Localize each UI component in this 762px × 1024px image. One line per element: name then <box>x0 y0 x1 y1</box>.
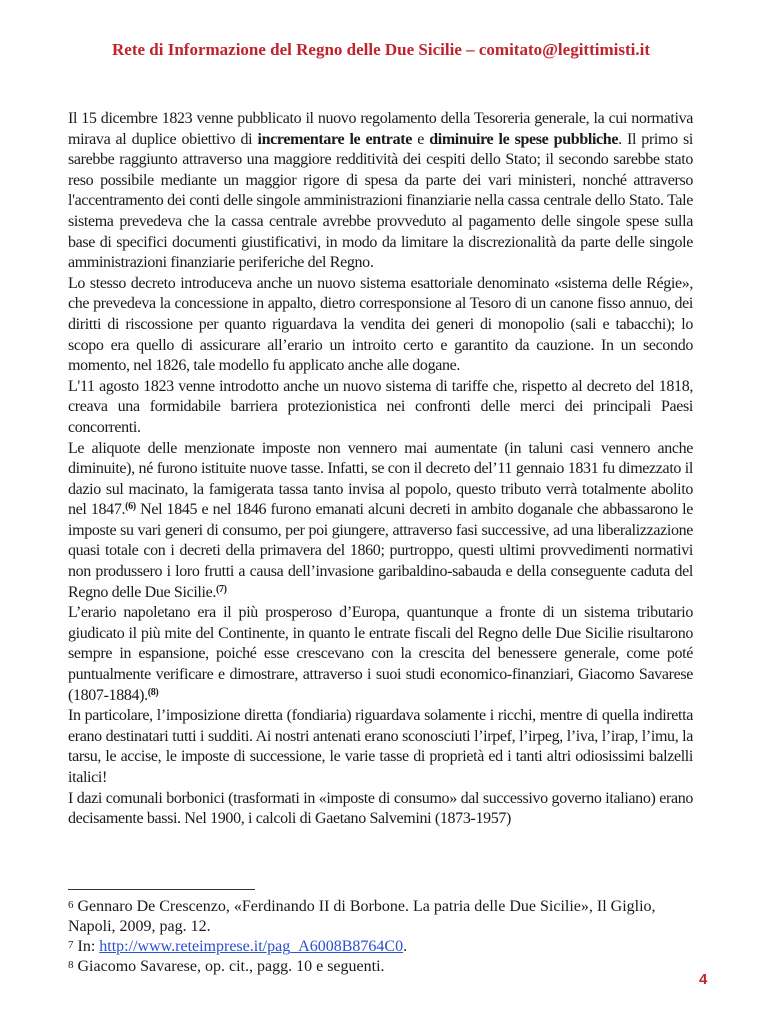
paragraph-7: I dazi comunali borbonici (trasformati in «imposte di consumo» dal successivo governo italiano) erano decisamente bassi. Nel 1900, i calcoli di Gaetano Salvemini (1873-1957) <box>68 789 693 828</box>
footnote-8-number: 8 <box>68 959 74 971</box>
paragraph-1-text-a: Il 15 dicembre 1823 venne pubblicato il nuovo regolamento della Tesoreria generale, la cui normativa mirava al duplice obiettivo di <box>68 110 693 148</box>
paragraph-1-text-b: e <box>411 130 430 148</box>
footnote-7-number: 7 <box>68 939 74 951</box>
page-header-title: Rete di Informazione del Regno delle Due Sicilie – comitato@legittimisti.it <box>112 40 650 59</box>
footnote-ref-8: (8) <box>147 686 159 698</box>
footnote-8 <box>68 957 693 977</box>
footnote-ref-7: (7) <box>216 583 227 595</box>
paragraph-4-text-a: Le aliquote delle menzionate imposte non vennero mai aumentate (in taluni casi vennero anche diminuite), né furono istituite nuove tasse. Infatti, se con il decreto del’11 gennaio 1831 fu dimezzato il dazio sul macinato, la famigerata tassa tanto invisa al popolo, questo tributo verrà totalmente abolito nel 1847. <box>68 439 693 519</box>
footnote-6-text: Gennaro De Crescenzo, «Ferdinando II di Borbone. La patria delle Due Sicilie», Il Giglio, Napoli, 2009, pag. 12. <box>68 898 656 935</box>
paragraph-5-text: L’erario napoletano era il più prosperoso d’Europa, quantunque a fronte di un sistema tributario giudicato il più mite del Continente, in quanto le entrate fiscali del Regno delle Due Sicilie risultarono sempre in espansione, poiché esse crescevano con la crescita del benessere generale, come poté puntualmente verificare e dimostrare, attraverso i suoi studi economico-finanziari, Giacomo Savarese (1807-1884). <box>68 604 693 704</box>
footnote-ref-6: (6) <box>125 501 136 513</box>
footnote-7-link[interactable]: http://www.reteimprese.it/pag_A6008B8764C0 <box>99 938 404 955</box>
paragraph-3: L'11 agosto 1823 venne introdotto anche un nuovo sistema di tariffe che, rispetto al decreto del 1818, creava una formidabile barriera protezionistica nei confronti delle merci dei principali Paesi concorrenti. <box>68 377 693 436</box>
bold-phrase-entrate: incrementare le entrate <box>257 130 412 148</box>
document-body <box>68 109 693 830</box>
footnotes-section <box>68 897 693 977</box>
footnote-divider <box>68 889 255 890</box>
footnote-6 <box>68 897 693 937</box>
paragraph-4-text-b: Nel 1845 e nel 1846 furono emanati alcuni decreti in ambito doganale che abbassarono le imposte su vari generi di consumo, per poi giungere, attraverso fasi successive, ad una liberalizzazione quasi totale con i decreti della primavera del 1860; purtroppo, questi ultimi provvedimenti normativi non produssero i loro frutti a causa dell’invasione garibaldino-sabauda e della conseguente caduta del Regno delle Due Sicilie. <box>68 501 693 601</box>
paragraph-6: In particolare, l’imposizione diretta (fondiaria) riguardava solamente i ricchi, mentre di quella indiretta erano destinatari tutti i sudditi. Ai nostri antenati erano sconosciuti l’irpef, l’irpeg, l’iva, l’irap, l’imu, la tarsu, le accise, le imposte di successione, le varie tasse di proprietà ed i tanti altri odiosissimi balzelli italici! <box>68 707 693 786</box>
footnote-7 <box>68 937 693 957</box>
footnote-6-number: 6 <box>68 899 74 911</box>
footnote-8-text: Giacomo Savarese, op. cit., pagg. 10 e seguenti. <box>73 958 385 975</box>
paragraph-5 <box>68 603 693 706</box>
footnote-7-prefix: In: <box>73 938 100 955</box>
page-number: 4 <box>699 971 708 988</box>
footnote-7-suffix: . <box>403 938 408 955</box>
paragraph-1 <box>68 109 693 274</box>
paragraph-2: Lo stesso decreto introduceva anche un nuovo sistema esattoriale denominato «sistema delle Régie», che prevedeva la concessione in appalto, dietro corresponsione al Tesoro di un canone fisso annuo, dei diritti di riscossione per quanto riguardava la vendita dei generi di monopolio (sali e tabacchi); lo scopo era quello di assicurare all’erario un introito certo e garantito da cauzione. In un secondo momento, nel 1826, tale modello fu applicato anche alle dogane. <box>68 274 693 375</box>
paragraph-4 <box>68 439 693 604</box>
paragraph-1-text-c: . Il primo si sarebbe raggiunto attraverso una maggiore redditività dei cespiti dello Stato; il secondo sarebbe stato reso possibile mediante un maggior rigore di spesa da parte dei vari ministeri, nonché attraverso l'accentramento dei conti delle singole amministrazioni finanziarie nella cassa centrale dello Stato. Tale sistema prevedeva che la cassa centrale avrebbe provveduto al pagamento delle singole spese sulla base di specifici documenti giustificativi, in modo da limitare la discrezionalità da parte delle singole amministrazioni finanziarie periferiche del Regno. <box>68 130 693 272</box>
bold-phrase-spese: diminuire le spese pubbliche <box>429 130 619 148</box>
